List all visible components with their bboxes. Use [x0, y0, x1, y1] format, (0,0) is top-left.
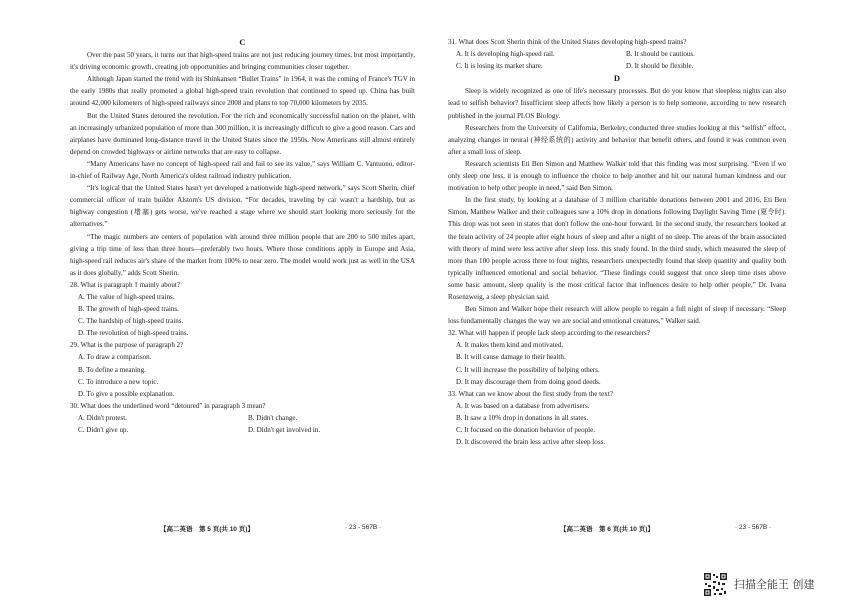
question-32-option: C. It will increase the possibility of helping others. [456, 365, 600, 374]
question-33-option: B. It saw a 10% drop in donations in all states. [456, 413, 589, 422]
passage-c-paragraph: “Many Americans have no concept of high-speed rail and fail to see its value,” says William C. Vantuono, editor-in-chief of Railway Age, North America's oldest railroad industry publication. [70, 159, 415, 181]
passage-c-paragraph: “It's logical that the United States hasn't yet developed a nationwide high-speed network,” says Scott Sherin, chief commercial officer of train builder Alstom's US division. “For decades, traveling by car wasn't a hardship, but as highway congestion (堵塞) gets worse, we've reached a stage where we should start looking more seriously for the alternatives.” [70, 184, 415, 229]
passage-c-paragraph: Over the past 50 years, it turns out that high-speed trains are not just reducing journey times, but most importantly, it's driving economic growth, creating job opportunities and bringing communities closer together. [70, 51, 415, 72]
passage-d-paragraph: In the first study, by looking at a database of 3 million charitable donations between 2001 and 2016, Eti Ben Simon, Matthew Walker and their colleagues saw a 10% drop in donations following Daylight Saving Time (夏令时). This drop was not seen in states that don't follow the one-hour forward. In the second study, the researchers looked at the brain activity of 24 people after eight hours of sleep and after a night of no sleep. The areas of the brain associated with theory of mind were less active after sleep loss. this study found. In the third study, which measured the sleep of more than 100 people across three to four nights, researchers unexpectedly found that sleep quantity and quality both typically influenced emotional and social behavior. “These findings could suggest that once sleep time rises above some basic amount, sleep quality is the most critical factor that influences desire to help other people,” Dr. Ivana Rosenzweig, a sleep physician said. [448, 196, 786, 301]
question-30-option: C. Didn't give up. [78, 426, 129, 434]
question-28-option: D. The revolution of high-speed trains. [78, 329, 189, 338]
question-30-options-row [78, 424, 415, 436]
passage-c-paragraph: But the United States detoured the revolution. For the rich and economically successful nation on the planet, with an increasingly urbanized population of more than 300 million, it is increasingly difficult to give a good reason. Cars and airplanes have dominated long-distance travel in the United States since the 1950s. Now Americans still almost entirely depend on crowded highways or airline networks that are easy to collapse. [70, 111, 415, 156]
question-32-option: B. It will cause damage to their health. [456, 353, 566, 362]
qr-code-icon [703, 572, 728, 597]
question-28-option: B. The growth of high-speed trains. [78, 305, 179, 314]
question-31-options-row [456, 48, 786, 60]
question-30-stem: 30. What does the underlined word “detoured” in paragraph 3 mean? [70, 401, 266, 410]
question-28-option: A. The value of high-speed trains. [78, 292, 175, 301]
passage-c-paragraph: Although Japan started the trend with its Shinkansen “Bullet Trains” in 1964, it was the coming of France's TGV in the early 1980s that really promoted a global high-speed train revolution that continued to speed up. China has built around 42,000 kilometers of high-speed railways since 2008 and plans to top 70,000 kilometers by 2035. [70, 75, 415, 108]
question-29-option: B. To define a meaning. [78, 365, 146, 374]
question-29-option: A. To draw a comparison. [78, 353, 152, 362]
question-31-option: D. It should be flexible. [626, 62, 694, 71]
question-31-option: C. It is losing its market share. [456, 62, 543, 71]
question-33-option: C. It focused on the donation behavior of people. [456, 426, 596, 434]
question-30-option: A. Didn't protest. [78, 413, 127, 422]
passage-c-heading: C [239, 37, 246, 47]
scanner-watermark: 扫描全能王 创建 [734, 578, 815, 591]
question-28-stem: 28. What is paragraph 1 mainly about? [70, 280, 180, 289]
question-32-option: A. It makes them kind and motivated. [456, 341, 564, 350]
question-31-option: B. It should be cautious. [626, 50, 695, 59]
question-33-stem: 33. What can we know about the first study from the text? [448, 389, 613, 398]
passage-d-paragraph: Sleep is widely recognized as one of life's necessary processes. But do you know that sleepless nights can also lead to selfish behavior? Insufficient sleep affects how likely a person is to help someone, according to new research published in the journal PLOS Biology. [448, 87, 786, 120]
question-30-option: D. Didn't get involved in. [248, 426, 321, 434]
passage-c-paragraph: “The magic numbers are centers of population with around three million people that are 200 to 500 miles apart, giving a trip time of less than three hours—preferably two hours. Where those conditions apply in Europe and Asia, high-speed rail reduces air's share of the market from 100% to near zero. The model would work just as well in the USA as it does globally,” adds Scott Sherin. [70, 232, 415, 277]
question-32-stem: 32. What will happen if people lack sleep according to the researchers? [448, 329, 650, 338]
question-30-option: B. Didn't change. [248, 413, 298, 422]
question-33-option: A. It was based on a database from advertisers. [456, 401, 590, 410]
passage-d-heading: D [613, 73, 621, 84]
right-page-column [448, 36, 786, 448]
question-28-option: C. The hardship of high-speed trains. [78, 317, 184, 326]
question-33-option: D. It discovered the brain less active after sleep loss. [456, 438, 606, 447]
question-29-stem: 29. What is the purpose of paragraph 2? [70, 341, 184, 350]
question-30-options-row [78, 412, 415, 424]
passage-d-paragraph: Research scientists Eti Ben Simon and Matthew Walker told that this finding was most surprising. “Even if we only sleep one less, it is enough to influence the choice to help another and hit our natural human kindness and our motivation to help other people in need,” said Ben Simon. [448, 159, 786, 193]
left-footer-title: 【高二英语 第 5 页(共 10 页)】 [160, 526, 254, 533]
question-31-option: A. It is developing high-speed rail. [456, 50, 555, 59]
right-footer-code: · 23 - 567B · [735, 524, 772, 531]
question-29-option: C. To introduce a new topic. [78, 377, 159, 386]
passage-d-paragraph: Researchers from the University of California, Berkeley, conducted three studies looking at this “selfish” effect, analyzing changes in neural (神经系统的) activity and behavior that benefit others, and found it was common even after a small loss of sleep. [448, 123, 786, 156]
question-31-stem: 31. What does Scott Sherin think of the United States developing high-speed trains? [448, 38, 687, 46]
right-footer-title: 【高二英语 第 6 页(共 10 页)】 [560, 526, 654, 533]
question-31-options-row [456, 60, 786, 72]
question-29-option: D. To give a possible explanation. [78, 389, 175, 398]
left-footer-code: · 23 - 567B · [345, 524, 382, 531]
passage-d-paragraph: Ben Simon and Walker hope their research will allow people to regain a full night of sleep if necessary. “Sleep loss fundamentally changes the way we are social and emotional creatures,” Walker said. [448, 305, 786, 326]
left-page-column [70, 36, 415, 436]
question-32-option: D. It may discourage them from doing good deeds. [456, 377, 601, 386]
